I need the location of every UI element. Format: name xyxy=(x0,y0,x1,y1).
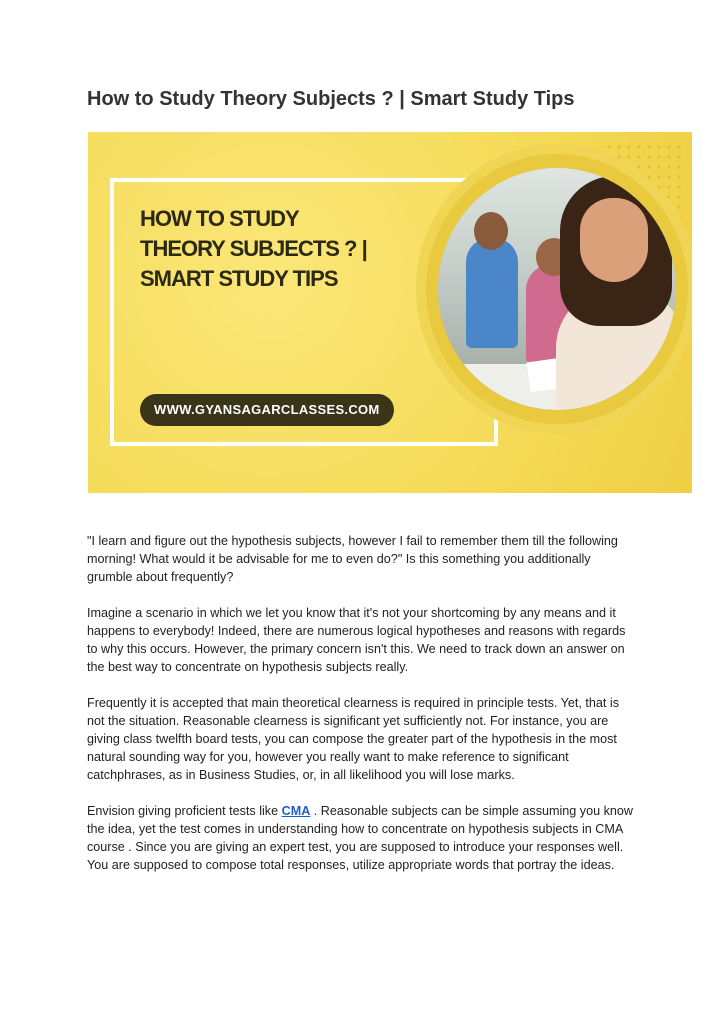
paragraph: "I learn and figure out the hypothesis subjects, however I fail to remember them till the following morning! What would it be advisable for me to even do?" Is this something you additionally grumble about frequently? xyxy=(87,534,618,584)
banner-headline-line-2: THEORY SUBJECTS ? | xyxy=(140,236,367,261)
students-photo xyxy=(438,168,676,410)
student-face xyxy=(580,198,648,282)
banner-url: WWW.GYANSAGARCLASSES.COM xyxy=(140,394,394,426)
paragraph: Imagine a scenario in which we let you know that it's not your shortcoming by any means and it happens to everybody! Indeed, there are numerous logical hypotheses and reasons with regards to why this occurs. However, the primary concern isn't this. We need to track down an answer on the best way to concentrate on hypothesis subjects really. xyxy=(87,606,626,674)
banner-image xyxy=(88,132,692,493)
paragraph xyxy=(87,802,639,874)
banner-headline xyxy=(140,204,400,294)
page-title: How to Study Theory Subjects ? | Smart Study Tips xyxy=(87,88,575,110)
banner-headline-line-1: HOW TO STUDY xyxy=(140,206,299,231)
cma-link[interactable]: CMA xyxy=(281,804,311,818)
student-head xyxy=(474,212,508,250)
banner-headline-line-3: SMART STUDY TIPS xyxy=(140,266,338,291)
paragraph-text: . Reasonable subjects can be simple assuming you know the idea, yet the test comes in understanding how to concentrate on hypothesis subjects in CMA course . Since you are giving an expert test, you are supposed to introduce your responses well. You are supposed to compose total responses, utilize appropriate words that portray the ideas. xyxy=(87,804,634,872)
student-figure xyxy=(466,238,518,348)
article-body xyxy=(87,532,639,892)
paragraph-text: Envision giving proficient tests like xyxy=(87,804,282,818)
paragraph: Frequently it is accepted that main theoretical clearness is required in principle tests. Yet, that is not the situation. Reasonable clearness is significant yet sufficiently not. For instance, you are giving class twelfth board tests, you can compose the greater part of the hypothesis in the most natural sounding way for you, however you really want to make reference to significant catchphrases, as in Business Studies, or, in all likelihood you will lose marks. xyxy=(87,696,620,782)
